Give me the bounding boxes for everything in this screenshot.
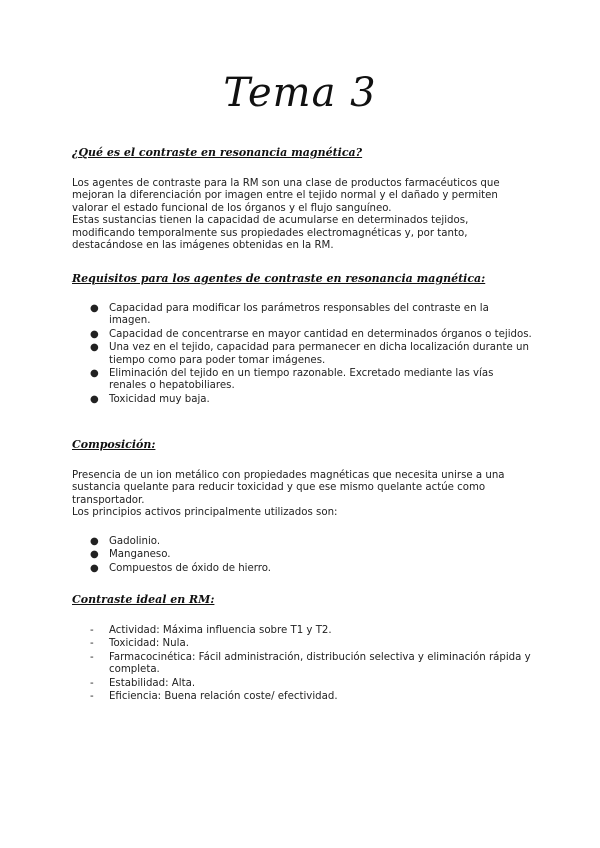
paragraph-contrast-definition: [72, 178, 532, 252]
bullet-icon: ●: [90, 549, 99, 561]
list-item-text: Farmacocinética: Fácil administración, distribución selectiva y eliminación rápida y completa.: [109, 651, 531, 676]
bullet-icon: ●: [90, 328, 99, 340]
list-item: [72, 342, 532, 367]
list-item-text: Actividad: Máxima influencia sobre T1 y T2.: [109, 625, 332, 636]
ideal-contrast-list: [72, 625, 532, 704]
list-item-text: Compuestos de óxido de hierro.: [109, 562, 272, 574]
dash-icon: -: [90, 651, 94, 663]
bullet-icon: ●: [90, 303, 99, 314]
list-item: [72, 678, 532, 690]
dash-icon: -: [90, 625, 94, 636]
active-principles-list: [72, 536, 532, 576]
section-heading-requirements: Requisitos para los agentes de contraste en resonancia magnética:: [72, 272, 486, 285]
list-item: [72, 625, 532, 637]
dash-icon: -: [90, 677, 94, 689]
list-item-text: Eliminación del tejido en un tiempo razonable. Excretado mediante las vías renales o hepatobiliares.: [109, 368, 494, 392]
list-item: [72, 536, 532, 548]
dash-icon: -: [90, 638, 94, 650]
section-heading-contrast-definition: ¿Qué es el contraste en resonancia magnética?: [72, 146, 363, 159]
page-title: Tema 3: [223, 70, 377, 116]
list-item: [72, 394, 532, 406]
section-heading-ideal-contrast: Contraste ideal en RM:: [72, 593, 215, 606]
list-item-text: Capacidad de concentrarse en mayor cantidad en determinados órganos o tejidos.: [109, 328, 532, 340]
list-item-text: Una vez en el tejido, capacidad para permanecer en dicha localización durante un tiempo como para poder tomar imágenes.: [109, 342, 529, 366]
bullet-icon: ●: [90, 562, 99, 574]
requirements-list: [72, 303, 532, 407]
paragraph-line-group: Presencia de un ion metálico con propiedades magnéticas que necesita unirse a una sustancia quelante para reducir toxicidad y que ese mismo quelante actúe como transportador.: [72, 470, 505, 506]
list-item-text: Manganeso.: [109, 549, 171, 561]
paragraph-line-group-2: Estas sustancias tienen la capacidad de acumularse en determinados tejidos, modificando temporalmente sus propiedades electromagnéticas y, por tanto, destacándose en las imágenes obtenidas en la RM.: [72, 215, 469, 252]
list-item: [72, 329, 532, 341]
list-item-text: Toxicidad: Nula.: [109, 638, 189, 650]
dash-icon: -: [90, 691, 94, 703]
list-item-text: Estabilidad: Alta.: [109, 677, 196, 689]
list-item: [72, 368, 532, 393]
list-item-text: Toxicidad muy baja.: [109, 393, 210, 405]
paragraph-line-group-2: Los principios activos principalmente utilizados son:: [72, 507, 338, 519]
list-item-text: Capacidad para modificar los parámetros responsables del contraste en la imagen.: [109, 303, 489, 327]
list-item: [72, 549, 532, 561]
list-item: [72, 303, 532, 328]
bullet-icon: ●: [90, 393, 99, 405]
bullet-icon: ●: [90, 536, 99, 547]
list-item: [72, 638, 532, 650]
bullet-icon: ●: [90, 368, 99, 380]
list-item-text: Gadolinio.: [109, 536, 161, 547]
list-item: [72, 691, 532, 703]
list-item: [72, 563, 532, 575]
list-item: [72, 652, 532, 677]
section-heading-composition: Composición:: [72, 438, 156, 451]
paragraph-line-group: Los agentes de contraste para la RM son una clase de productos farmacéuticos que mejoran la diferenciación por imagen entre el tejido normal y el dañado y permiten valorar el estado funcional de los órganos y el flujo sanguíneo.: [72, 178, 500, 214]
list-item-text: Eficiencia: Buena relación coste/ efectividad.: [109, 691, 338, 703]
paragraph-composition: [72, 470, 532, 520]
bullet-icon: ●: [90, 342, 99, 354]
